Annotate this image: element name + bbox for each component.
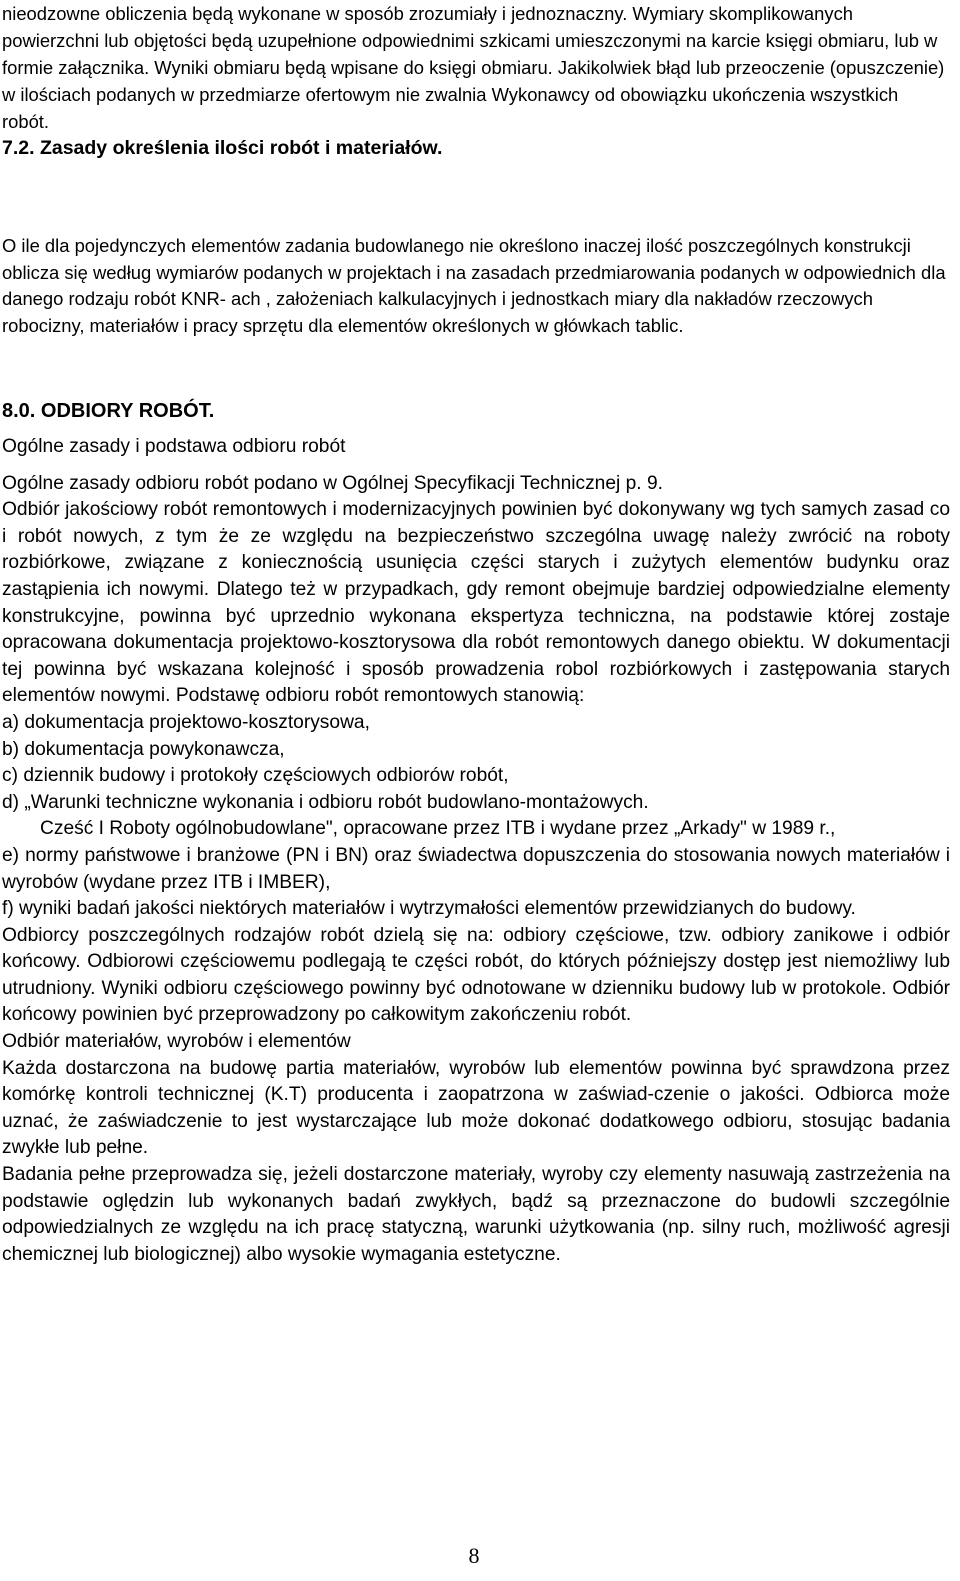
quality-acceptance-paragraph: Odbiór jakościowy robót remontowych i modernizacyjnych powinien być dokonywany wg tych samych zasad co i robót nowych, z tym że ze względu na bezpieczeństwo szczególna uwagę należy zwrócić na roboty rozbiórkowe, związane z koniecznością usunięcia części starych i zużytych elementów budynku oraz zastąpienia ich nowymi. Dlatego też w przypadkach, gdy remont obejmuje bardziej odpowiedzialne elementy konstrukcyjne, powinna być uprzednio wykonana ekspertyza techniczna, na podstawie której zostaje opracowana dokumentacja projektowo-kosztorysowa dla robót remontowych danego obiektu. W dokumentacji tej powinna być wskazana kolejność i sposób prowadzenia robol rozbiórkowych i zastępowania starych elementów nowymi. Podstawę odbioru robót remontowych stanowią:: [2, 499, 950, 707]
list-item: c) dziennik budowy i protokoły częściowych odbiorów robót,: [2, 765, 509, 787]
list-item: f) wyniki badań jakości niektórych materiałów i wytrzymałości elementów przewidzianych do budowy.: [2, 898, 856, 920]
list-item: e) normy państwowe i branżowe (PN i BN) oraz świadectwa dopuszczenia do stosowania nowych materiałów i wyrobów (wydane przez ITB i IMBER),: [2, 844, 950, 893]
intro-block: [2, 0, 950, 162]
receivers-paragraph: Odbiorcy poszczególnych rodzajów robót dzielą się na: odbiory częściowe, tzw. odbiory zanikowe i odbiór końcowy. Odbiorowi częściowemu podlegają te części robót, do których późniejszy dostęp jest niemożliwy lub utrudniony. Wyniki odbioru częściowego powinny być odnotowane w dzienniku budowy lub w protokole. Odbiór końcowy powinien być przeprowadzony po całkowitym zakończeniu robót.: [2, 924, 950, 1026]
list-item: a) dokumentacja projektowo-kosztorysowa,: [2, 711, 370, 733]
list-item: b) dokumentacja powykonawcza,: [2, 738, 285, 760]
section-7-2-heading: 7.2. Zasady określenia ilości robót i materiałów.: [2, 137, 443, 159]
materials-paragraph: Każda dostarczona na budowę partia materiałów, wyrobów lub elementów powinna być sprawdzona przez komórkę kontroli technicznej (K.T) producenta i zaopatrzona w zaświad-czenie o jakości. Odbiorca może uznać, że zaświadczenie to jest wystarczające lub może dokonać dodatkowego odbioru, stosując badania zwykłe lub pełne.: [2, 1057, 950, 1159]
list-continuation: Cześć I Roboty ogólnobudowlane", opracowane przez ITB i wydane przez „Arkady" w 1989 r.,: [40, 818, 836, 840]
acceptance-subheading: Ogólne zasady i podstawa odbioru robót: [2, 436, 346, 457]
section-8-0-body: [2, 434, 950, 1268]
full-tests-paragraph: Badania pełne przeprowadza się, jeżeli dostarczone materiały, wyroby czy elementy nasuwają zastrzeżenia na podstawie oględzin lub wykonanych badań zwykłych, bądź są przeznaczone do budowli szczególnie odpowiedzialnych ze względu na ich pracę statyczną, warunki użytkowania (np. silny ruch, możliwość agresji chemicznej lub biologicznej) albo wysokie wymagania estetyczne.: [2, 1164, 950, 1265]
page-number: 8: [468, 1543, 480, 1568]
section-8-0-heading: 8.0. ODBIORY ROBÓT.: [2, 400, 215, 422]
section-7-2-body: O ile dla pojedynczych elementów zadania budowlanego nie określono inaczej ilość poszczególnych konstrukcji oblicza się według wymiarów podanych w projektach i na zasadach przedmiarowania podanych w odpowiednich dla danego rodzaju robót KNR- ach , założeniach kalkulacyjnych i jednostkach miary dla nakładów rzeczowych robocizny, materiałów i pracy sprzętu dla elementów określonych w główkach tablic.: [2, 235, 946, 336]
ost-reference-line: Ogólne zasady odbioru robót podano w Ogólnej Specyfikacji Technicznej p. 9.: [2, 472, 663, 494]
materials-heading: Odbiór materiałów, wyrobów i elementów: [2, 1031, 351, 1053]
intro-paragraph: nieodzowne obliczenia będą wykonane w sposób zrozumiały i jednoznaczny. Wymiary skomplikowanych powierzchni lub objętości będą uzupełnione odpowiednimi szkicami umieszczonymi na karcie księgi obmiaru, lub w formie załącznika. Wyniki obmiaru będą wpisane do księgi obmiaru. Jakikolwiek błąd lub przeoczenie (opuszczenie) w ilościach podanych w przedmiarze ofertowym nie zwalnia Wykonawcy od obowiązku ukończenia wszystkich robót.: [2, 3, 945, 132]
list-item: d) „Warunki techniczne wykonania i odbioru robót budowlano-montażowych.: [2, 791, 649, 813]
section-7-2-body-block: [2, 233, 950, 339]
